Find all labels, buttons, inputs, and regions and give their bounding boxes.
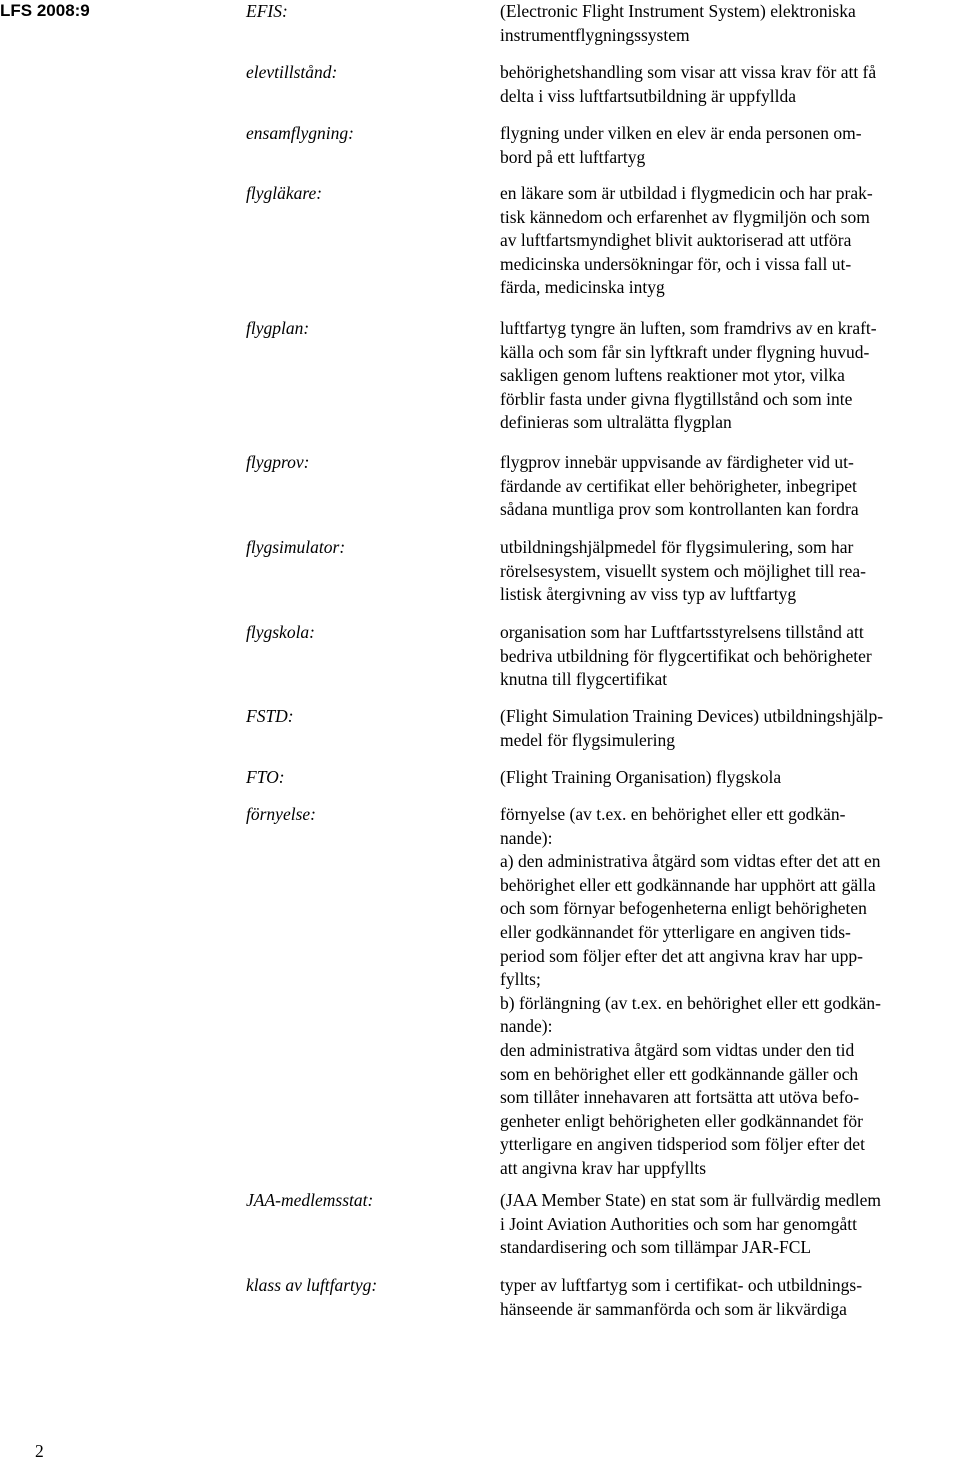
term-definition: typer av luftfartyg som i certifikat- och utbildnings- hänseende är sammanförda och som är likvärdiga [500,1275,863,1319]
term-definition: flygning under vilken en elev är enda personen om- bord på ett luftfartyg [500,123,862,167]
term-definition: flygprov innebär uppvisande av färdigheter vid ut- färdande av certifikat eller behörigheter, inbegripet sådana muntliga prov som kontrollanten kan fordra [500,452,859,520]
term-label: flygläkare: [246,183,323,203]
term-definition: förnyelse (av t.ex. en behörighet eller ett godkän- nande): a) den administrativa åtgärd som vidtas efter det att en behörighet eller ett godkännande har upphört att gälla och som förnyar befogenheterna enligt behörigheten eller godkännandet för ytterligare en angiven tids- period som följer efter det att angivna krav har upp- fyllts; b) förlängning (av t.ex. en behörighet eller ett godkän- nande): den administrativa åtgärd som vidtas under den tid som en behörighet eller ett godkännande gäller och som tillåter innehavaren att fortsätta att utöva befo- genheter enligt behörigheten eller godkännandet för ytterligare en angiven tidsperiod som följer efter det att angivna krav har uppfyllts [500,804,881,1178]
term-definition: en läkare som är utbildad i flygmedicin och har prak- tisk kännedom och erfarenhet av flygmiljön och som av luftfartsmyndighet blivit auktoriserad att utföra medicinska undersökningar för, och i vissa fall ut- färda, medicinska intyg [500,183,873,298]
term-label: flygplan: [246,318,310,338]
page-number: 2 [35,1441,44,1461]
term-label: ensamflygning: [246,123,354,143]
term-label: JAA-medlemsstat: [246,1190,374,1210]
term-label: förnyelse: [246,804,316,824]
page-footer [35,1440,44,1462]
term-definition: organisation som har Luftfartsstyrelsens tillstånd att bedriva utbildning för flygcertifikat och behörigheter knutna till flygcertifikat [500,622,872,690]
term-definition: (JAA Member State) en stat som är fullvärdig medlem i Joint Aviation Authorities och som har genomgått standardisering och som tillämpar JAR-FCL [500,1190,882,1258]
term-definition: luftfartyg tyngre än luften, som framdrivs av en kraft- källa och som får sin lyftkraft under flygning huvud- sakligen genom luftens reaktioner mot ytor, vilka förblir fasta under givna flygtillstånd och som inte definieras som ultralätta flygplan [500,318,877,433]
term-label: elevtillstånd: [246,62,338,82]
term-definition: (Electronic Flight Instrument System) elektroniska instrumentflygningssystem [500,1,856,45]
term-definition: (Flight Simulation Training Devices) utbildningshjälp- medel för flygsimulering [500,706,884,750]
term-label: flygprov: [246,452,310,472]
term-definition: (Flight Training Organisation) flygskola [500,767,782,787]
term-label: klass av luftfartyg: [246,1275,378,1295]
term-definition: behörighetshandling som visar att vissa krav för att få delta i viss luftfartsutbildning är uppfyllda [500,62,877,106]
term-label: flygskola: [246,622,316,642]
term-label: flygsimulator: [246,537,346,557]
term-label: FTO: [246,767,285,787]
document-header [0,0,90,22]
term-label: EFIS: [246,1,288,21]
term-label: FSTD: [246,706,294,726]
regulation-id: LFS 2008:9 [0,1,90,20]
term-definition: utbildningshjälpmedel för flygsimulering, som har rörelsesystem, visuellt system och möjlighet till rea- listisk återgivning av viss typ av luftfartyg [500,537,866,605]
